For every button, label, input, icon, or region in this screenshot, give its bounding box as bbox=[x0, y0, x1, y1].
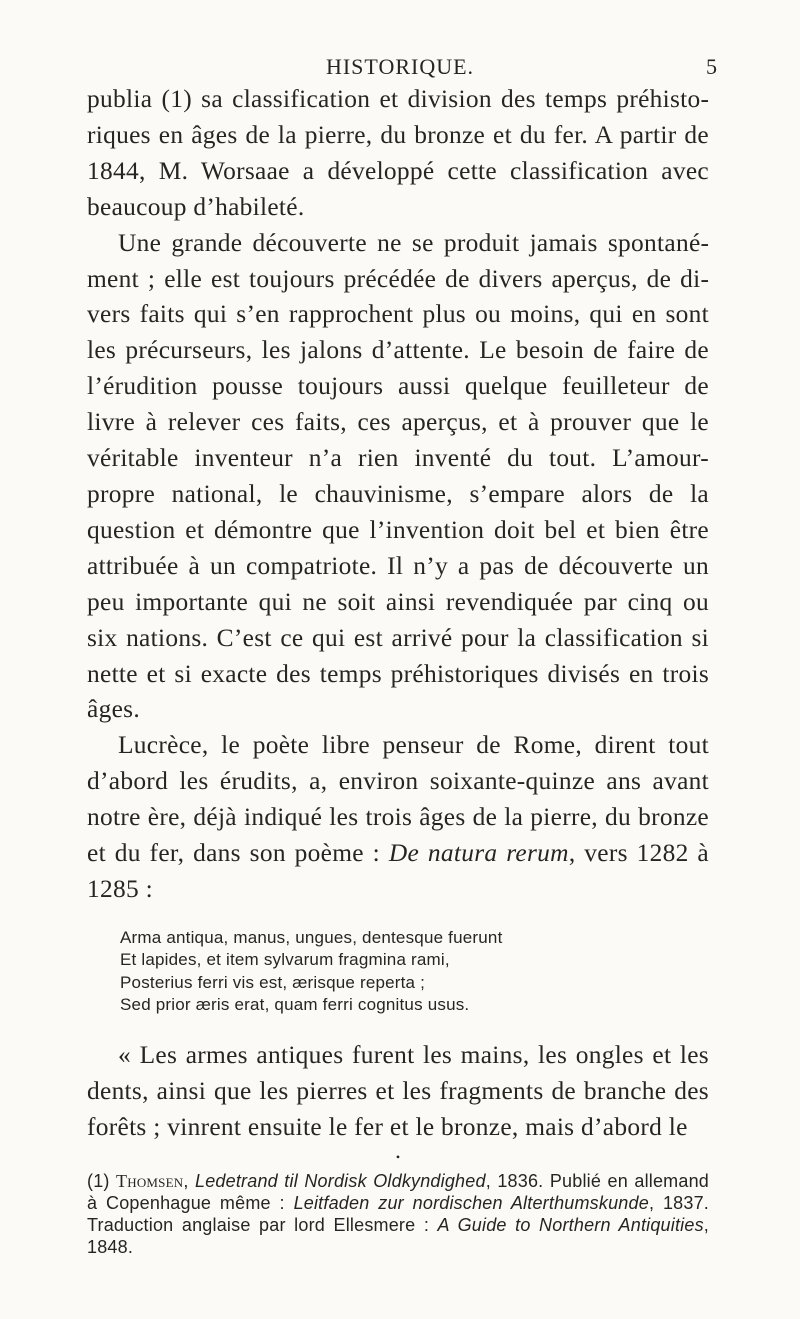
latin-verse bbox=[87, 927, 709, 1017]
verse-line-3: Posterius ferri vis est, ærisque reperta ; bbox=[120, 972, 426, 992]
footnote-author: Thomsen bbox=[116, 1170, 184, 1191]
footnote-title-3: A Guide to Northern Antiquities bbox=[437, 1214, 704, 1235]
paragraph-2: Une grande découverte ne se produit jamais spontanément ; elle est toujours précédée de divers aperçus, de divers faits qui s’en rapprochent plus ou moins, qui en sont les précurseurs, les jalons d’attente. Le besoin de faire de l’érudition pousse toujours aussi quelque feuilleteur de livre à relever ces faits, ces aperçus, et à prouver que le véritable inventeur n’a rien inventé du tout. L’amour-propre national, le chauvinisme, s’empare alors de la question et démontre que l’invention doit bel et bien être attribuée à un compatriote. Il n’y a pas de découverte un peu importante qui ne soit ainsi revendiquée par cinq ou six nations. C’est ce qui est arrivé pour la classification si nette et si exacte des temps préhistoriques divisés en trois âges. bbox=[87, 228, 709, 724]
footnote bbox=[87, 1170, 709, 1258]
poem-title: De natura rerum bbox=[388, 839, 569, 868]
paragraph-4: « Les armes antiques furent les mains, les ongles et les dents, ainsi que les pierres et les fragments de branche des forêts ; vinrent ensuite le fer et le bronze, mais d’abord le bbox=[87, 1040, 709, 1141]
paragraph-3-start: Lucrèce, le poète libre penseur de Rome, dirent tout d’abord les érudits, a, environ soixante-quinze ans avant notre ère, déjà indiqué les trois âges de la pierre, du bronze et du fer, dans son poème : bbox=[87, 731, 709, 868]
running-title: HISTORIQUE. bbox=[325, 54, 475, 79]
main-text bbox=[87, 82, 709, 1258]
page-header bbox=[0, 54, 800, 84]
footnote-sep: , bbox=[183, 1170, 195, 1191]
page-number: 5 bbox=[706, 54, 717, 79]
verse-line-4: Sed prior æris erat, quam ferri cognitus usus. bbox=[120, 995, 470, 1015]
footnote-separator: • bbox=[395, 1149, 401, 1164]
footnote-mid: , 1836. Publié en allemand à Copenhague même : bbox=[87, 1170, 709, 1213]
paragraph-1: publia (1) sa classification et division des temps préhistoriques en âges de la pierre, du bronze et du fer. A partir de 1844, M. Worsaae a développé cette classification avec beaucoup d’habileté. bbox=[87, 85, 709, 221]
footnote-marker: (1) bbox=[87, 1170, 117, 1191]
paragraph-3 bbox=[87, 728, 709, 908]
paragraph-3-end: , vers 1282 à 1285 : bbox=[87, 839, 709, 903]
footnote-title-2: Leitfaden zur nordischen Alterthumskunde bbox=[293, 1192, 649, 1213]
verse-line-2: Et lapides, et item sylvarum fragmina rami, bbox=[120, 950, 450, 970]
footnote-title-1: Ledetrand til Nordisk Oldkyndighed bbox=[195, 1170, 486, 1191]
footnote-mid-2: , 1837. Traduction anglaise par lord Ellesmere : bbox=[87, 1192, 709, 1235]
verse-line-1: Arma antiqua, manus, ungues, dentesque fuerunt bbox=[120, 927, 503, 947]
footnote-end: , 1848. bbox=[87, 1214, 709, 1257]
